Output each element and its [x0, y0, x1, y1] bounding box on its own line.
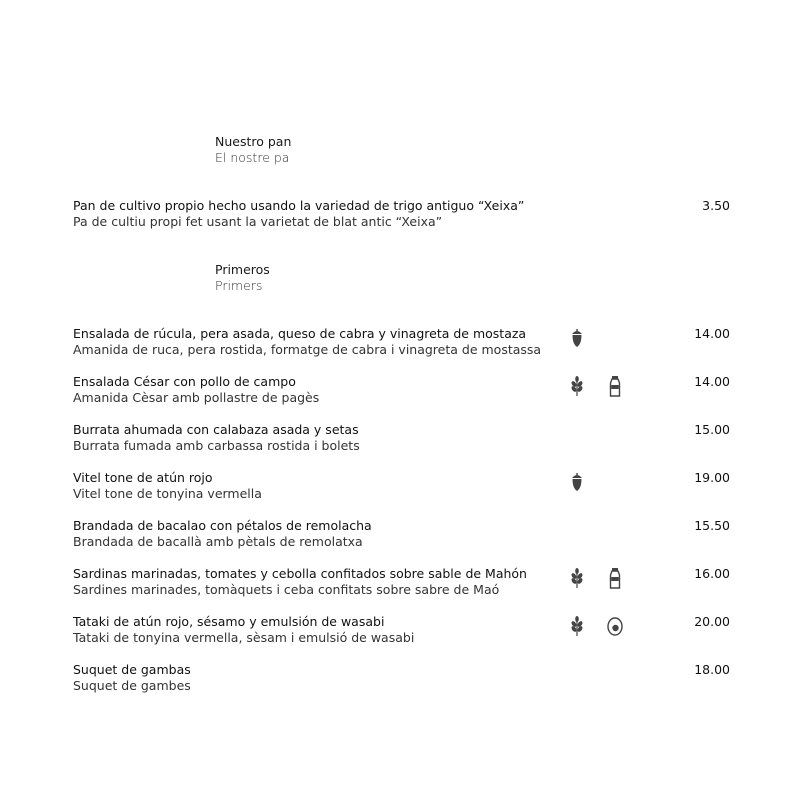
milk-icon — [606, 566, 624, 590]
menu-item — [73, 422, 733, 456]
dish-name-ca: Amanida de ruca, pera rostida, formatge de cabra i vinagreta de mostassa — [73, 342, 542, 357]
dish-price: 16.00 — [694, 566, 730, 581]
menu-item — [73, 470, 733, 504]
dish-price: 14.00 — [694, 326, 730, 341]
dish-price: 3.50 — [702, 198, 730, 213]
dish-name-es: Ensalada de rúcula, pera asada, queso de cabra y vinagreta de mostaza — [73, 326, 527, 341]
dish-name-es: Brandada de bacalao con pétalos de remolacha — [73, 518, 372, 533]
dish-price: 20.00 — [694, 614, 730, 629]
dish-name-ca: Pa de cultiu propi fet usant la varietat de blat antic “Xeixa” — [73, 214, 443, 229]
dish-name-es: Vitel tone de atún rojo — [73, 470, 213, 485]
dish-name-es: Tataki de atún rojo, sésamo y emulsión de wasabi — [73, 614, 385, 629]
dish-name-es: Sardinas marinadas, tomates y cebolla confitados sobre sable de Mahón — [73, 566, 527, 581]
menu-item — [73, 518, 733, 552]
dish-price: 15.50 — [694, 518, 730, 533]
dish-name-ca: Amanida Cèsar amb pollastre de pagès — [73, 390, 320, 405]
dish-price: 14.00 — [694, 374, 730, 389]
menu-item — [73, 326, 733, 360]
section-title-ca: El nostre pa — [215, 150, 290, 165]
dish-price: 15.00 — [694, 422, 730, 437]
menu-item — [73, 566, 733, 600]
section-heading-bread — [215, 134, 291, 166]
dish-name-ca: Burrata fumada amb carbassa rostida i bolets — [73, 438, 360, 453]
section-title-es: Nuestro pan — [215, 134, 292, 149]
dish-name-ca: Brandada de bacallà amb pètals de remolatxa — [73, 534, 363, 549]
egg-icon — [606, 614, 624, 638]
gluten-icon — [568, 566, 586, 590]
section-title-ca: Primers — [215, 278, 263, 293]
dish-name-ca: Sardines marinades, tomàquets i ceba confitats sobre sabre de Maó — [73, 582, 500, 597]
section-title-es: Primeros — [215, 262, 270, 277]
menu-item — [73, 662, 733, 696]
menu-item — [73, 614, 733, 648]
menu-item — [73, 374, 733, 408]
nuts-icon — [568, 470, 586, 494]
gluten-icon — [568, 374, 586, 398]
gluten-icon — [568, 614, 586, 638]
dish-price: 19.00 — [694, 470, 730, 485]
dish-name-es: Ensalada César con pollo de campo — [73, 374, 296, 389]
dish-price: 18.00 — [694, 662, 730, 677]
dish-name-ca: Suquet de gambes — [73, 678, 191, 693]
nuts-icon — [568, 326, 586, 350]
milk-icon — [606, 374, 624, 398]
menu-item-bread — [73, 198, 733, 232]
dish-name-ca: Tataki de tonyina vermella, sèsam i emulsió de wasabi — [73, 630, 415, 645]
dish-name-es: Burrata ahumada con calabaza asada y setas — [73, 422, 359, 437]
dish-name-ca: Vitel tone de tonyina vermella — [73, 486, 262, 501]
section-heading-starters — [215, 262, 270, 294]
dish-name-es: Pan de cultivo propio hecho usando la variedad de trigo antiguo “Xeixa” — [73, 198, 525, 213]
dish-name-es: Suquet de gambas — [73, 662, 191, 677]
